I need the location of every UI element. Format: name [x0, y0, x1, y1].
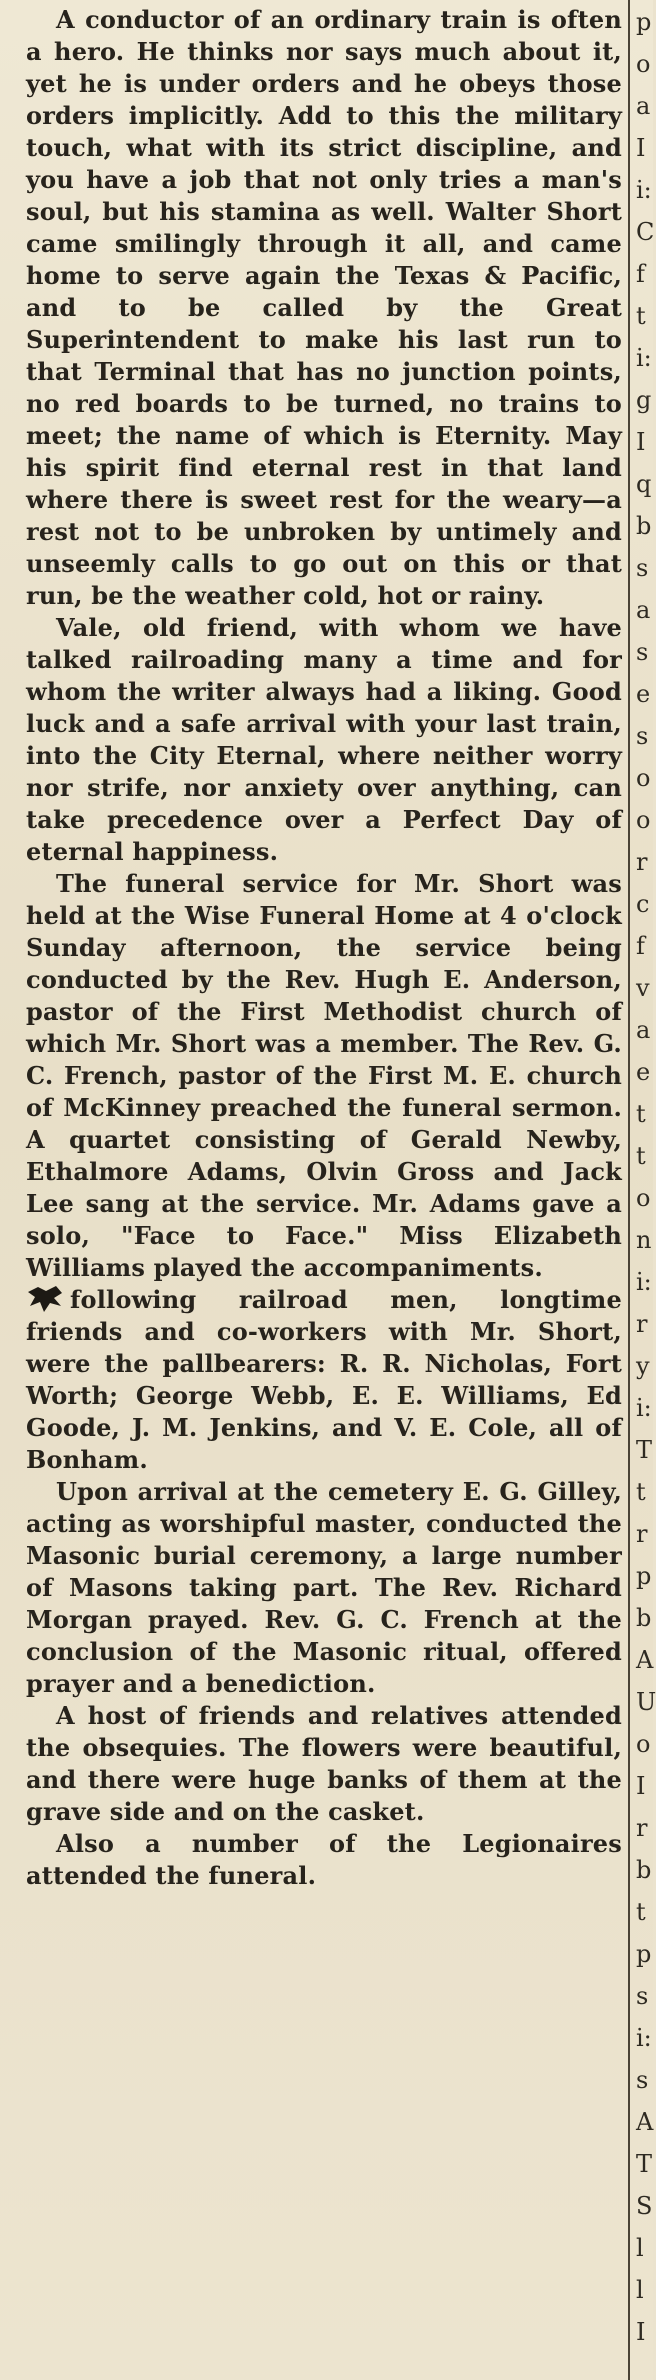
adjacent-column-letter: t — [636, 1142, 646, 1170]
adjacent-column-letter: I — [636, 134, 646, 162]
adjacent-column-letter: o — [636, 806, 651, 834]
adjacent-column-letter: r — [636, 1310, 648, 1338]
adjacent-column-letter: q — [636, 470, 652, 498]
adjacent-column-letter: t — [636, 1478, 646, 1506]
adjacent-column-letter: e — [636, 1058, 651, 1086]
adjacent-column-letter: r — [636, 1814, 648, 1842]
adjacent-column-letter: T — [636, 2150, 653, 2178]
adjacent-column-letter: t — [636, 302, 646, 330]
adjacent-column-letter: i: — [636, 1394, 652, 1422]
article-paragraph-3 — [26, 868, 622, 1284]
adjacent-column-letter: T — [636, 1436, 653, 1464]
adjacent-column-letter: p — [636, 1940, 652, 1968]
article-paragraph-1-text: A conductor of an ordinary train is often a hero. He thinks nor says much about it, yet he is under orders and he obeys those orders implicitly. Add to this the military touch, what with its strict discipline, and you have a job that not only tries a man's soul, but his stamina as well. Walter Short came smilingly through it all, and came home to serve again the Texas & Pacific, and to be called by the Great Superintendent to make his last run to that Terminal that has no junction points, no red boards to be turned, no trains to meet; the name of which is Eternity. May his spirit find eternal rest in that land where there is sweet rest for the weary—a rest not to be unbroken by untimely and unseemly calls to go out on this or that run, be the weather cold, hot or rainy. — [26, 5, 622, 610]
adjacent-column-letter: i: — [636, 2024, 652, 2052]
adjacent-column-letter: S — [636, 2192, 653, 2220]
adjacent-column-letter: a — [636, 92, 651, 120]
adjacent-column-letter: r — [636, 848, 648, 876]
ink-blot-icon — [26, 1284, 64, 1314]
column-rule — [628, 0, 630, 2380]
article-paragraph-3-text: The funeral service for Mr. Short was held at the Wise Funeral Home at 4 o'clock Sunday afternoon, the service being conducted by the Rev. Hugh E. Anderson, pastor of the First Methodist church of which Mr. Short was a member. The Rev. G. C. French, pastor of the First M. E. church of McKinney preached the funeral sermon. A quartet consisting of Gerald Newby, Ethalmore Adams, Olvin Gross and Jack Lee sang at the service. Mr. Adams gave a solo, "Face to Face." Miss Elizabeth Williams played the accompaniments. — [26, 869, 622, 1282]
adjacent-column-letter: i: — [636, 344, 652, 372]
adjacent-column-letter: b — [636, 1604, 652, 1632]
adjacent-column-letter: p — [636, 1562, 652, 1590]
adjacent-column-letter: c — [636, 890, 650, 918]
adjacent-column-letter: i: — [636, 176, 652, 204]
adjacent-column-letter: s — [636, 554, 649, 582]
article-paragraph-7 — [26, 1828, 622, 1892]
adjacent-column-letter: o — [636, 50, 651, 78]
article-paragraph-2-text: Vale, old friend, with whom we have talked railroading many a time and for whom the writer always had a liking. Good luck and a safe arrival with your last train, into the City Eternal, where neither worry nor strife, nor anxiety over anything, can take precedence over a Perfect Day of eternal happiness. — [26, 613, 622, 866]
adjacent-column-letter: o — [636, 1730, 651, 1758]
adjacent-column-letter: U — [636, 1688, 656, 1716]
adjacent-column-letter: o — [636, 1184, 651, 1212]
article-paragraph-6-text: A host of friends and relatives attended the obsequies. The flowers were beautiful, and there were huge banks of them at the grave side and on the casket. — [26, 1701, 622, 1826]
adjacent-column-letter: g — [636, 386, 652, 414]
adjacent-column-letter: A — [636, 1646, 654, 1674]
adjacent-column-letter: C — [636, 218, 655, 246]
adjacent-column-letter: r — [636, 1520, 648, 1548]
article-paragraph-6 — [26, 1700, 622, 1828]
adjacent-column-letter: f — [636, 932, 645, 960]
adjacent-column-letter: o — [636, 764, 651, 792]
adjacent-column-letter: v — [636, 974, 650, 1002]
adjacent-column-letter: s — [636, 1982, 649, 2010]
adjacent-column-letter: s — [636, 638, 649, 666]
adjacent-column-letter: s — [636, 2066, 649, 2094]
adjacent-column-letter: I — [636, 2318, 646, 2346]
article-paragraph-5-text: Upon arrival at the cemetery E. G. Gilley, acting as worshipful master, conducted the Masonic burial ceremony, a large number of Masons taking part. The Rev. Richard Morgan prayed. Rev. G. C. French at the conclusion of the Masonic ritual, offered prayer and a benediction. — [26, 1477, 622, 1698]
adjacent-column-letter: a — [636, 1016, 651, 1044]
article-paragraph-4-text: following railroad men, longtime friends and co-workers with Mr. Short, were the pallbearers: R. R. Nicholas, Fort Worth; George Webb, E. E. Williams, Ed Goode, J. M. Jenkins, and V. E. Cole, all of Bonham. — [26, 1285, 622, 1474]
article-paragraph-7-text: Also a number of the Legionaires attended the funeral. — [26, 1829, 622, 1890]
adjacent-column-letter: a — [636, 596, 651, 624]
adjacent-column-letter: l — [636, 2276, 644, 2304]
article-column — [26, 4, 622, 1892]
adjacent-column-letter: i: — [636, 1268, 652, 1296]
adjacent-column-letter: b — [636, 512, 652, 540]
adjacent-column-letter: t — [636, 1898, 646, 1926]
adjacent-column-letter: p — [636, 8, 652, 36]
adjacent-column-letter: I — [636, 1772, 646, 1800]
article-paragraph-2 — [26, 612, 622, 868]
adjacent-column-letter: n — [636, 1226, 652, 1254]
adjacent-column-letter: t — [636, 1100, 646, 1128]
adjacent-column-letter: f — [636, 260, 645, 288]
adjacent-column-letter: I — [636, 428, 646, 456]
article-paragraph-4 — [26, 1284, 622, 1476]
adjacent-column-letter: b — [636, 1856, 652, 1884]
adjacent-column-letter: A — [636, 2108, 654, 2136]
article-paragraph-1 — [26, 4, 622, 612]
adjacent-column-letter: e — [636, 680, 651, 708]
adjacent-column-fragment — [636, 0, 656, 2380]
article-paragraph-5 — [26, 1476, 622, 1700]
adjacent-column-letter: l — [636, 2234, 644, 2262]
adjacent-column-letter: y — [636, 1352, 650, 1380]
adjacent-column-letter: s — [636, 722, 649, 750]
